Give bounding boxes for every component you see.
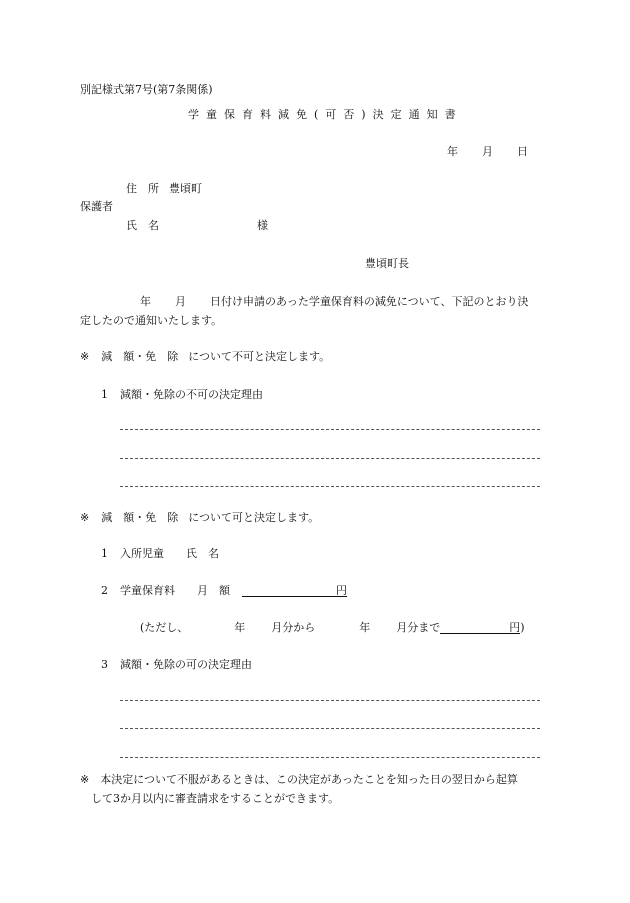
issuer: 豊頃町長 — [365, 257, 409, 270]
note-close: ) — [520, 621, 525, 634]
section-no-options: 減 額・免 除 — [101, 350, 179, 363]
section-no-text: について不可と決定します。 — [188, 350, 331, 363]
intro-line-2: 定したので通知いたします。 — [80, 314, 223, 327]
section-no-item-1 — [101, 389, 263, 400]
intro-text: 日付け申請のあった学童保育料の減免について、下記のとおり決 — [210, 295, 529, 308]
reason-line — [120, 486, 540, 487]
section-yes-item-1 — [101, 548, 219, 559]
period-amount-blank — [440, 622, 520, 634]
intro-line-1 — [140, 296, 528, 307]
footer-text-1: 本決定について不服があるときは、この決定があったことを知った日の翌日から起算 — [100, 773, 518, 786]
monthly-amount-label: 月 額 — [197, 584, 230, 597]
form-label: 別記様式第7号(第7条関係) — [80, 83, 213, 96]
section-yes-item-2 — [101, 585, 347, 597]
item-label: 学童保育料 — [120, 584, 175, 597]
intro-year: 年 — [140, 295, 151, 308]
item-label: 減額・免除の不可の決定理由 — [120, 388, 263, 401]
item-label: 入所児童 氏 名 — [120, 547, 219, 560]
footer-line-1 — [80, 774, 518, 785]
note-mark: ※ — [80, 773, 90, 786]
item-number: 1 — [101, 388, 108, 401]
name-label: 氏 名 — [126, 219, 159, 232]
reason-line — [120, 757, 540, 758]
date-day: 日 — [517, 145, 528, 158]
reason-line — [120, 429, 540, 430]
address-row — [126, 183, 202, 194]
date-year: 年 — [447, 145, 458, 158]
address-value: 豊頃町 — [169, 182, 202, 195]
intro-month: 月 — [175, 295, 186, 308]
note-open: (ただし、 — [140, 621, 189, 634]
note-mark: ※ — [80, 350, 90, 363]
item-number: 2 — [101, 584, 108, 597]
date-line — [447, 146, 528, 157]
yen-unit: 円 — [509, 621, 521, 634]
section-yes-item-3 — [101, 659, 252, 670]
period-note — [140, 622, 525, 634]
honorific: 様 — [257, 219, 268, 232]
date-month: 月 — [482, 145, 493, 158]
note-year-to: 年 — [359, 621, 371, 634]
section-yes-heading — [80, 512, 319, 523]
yen-unit: 円 — [336, 584, 347, 597]
reason-line — [120, 700, 540, 701]
note-from: 月分から — [271, 621, 316, 634]
address-label: 住 所 — [126, 182, 159, 195]
section-yes-text: について可と決定します。 — [188, 511, 320, 524]
guardian-label: 保護者 — [80, 200, 113, 213]
item-number: 1 — [101, 547, 108, 560]
note-mark: ※ — [80, 511, 90, 524]
note-year-from: 年 — [234, 621, 246, 634]
name-row — [126, 220, 268, 231]
reason-line — [120, 458, 540, 459]
section-yes-options: 減 額・免 除 — [101, 511, 179, 524]
section-no-heading — [80, 351, 330, 362]
footer-line-2: して3か月以内に審査請求をすることができます。 — [91, 792, 340, 805]
reason-line — [120, 728, 540, 729]
item-number: 3 — [101, 658, 108, 671]
item-label: 減額・免除の可の決定理由 — [120, 658, 252, 671]
note-to: 月分まで — [396, 621, 441, 634]
monthly-amount-blank — [242, 585, 347, 597]
document-title: 学童保育料減免(可否)決定通知書 — [188, 108, 463, 121]
